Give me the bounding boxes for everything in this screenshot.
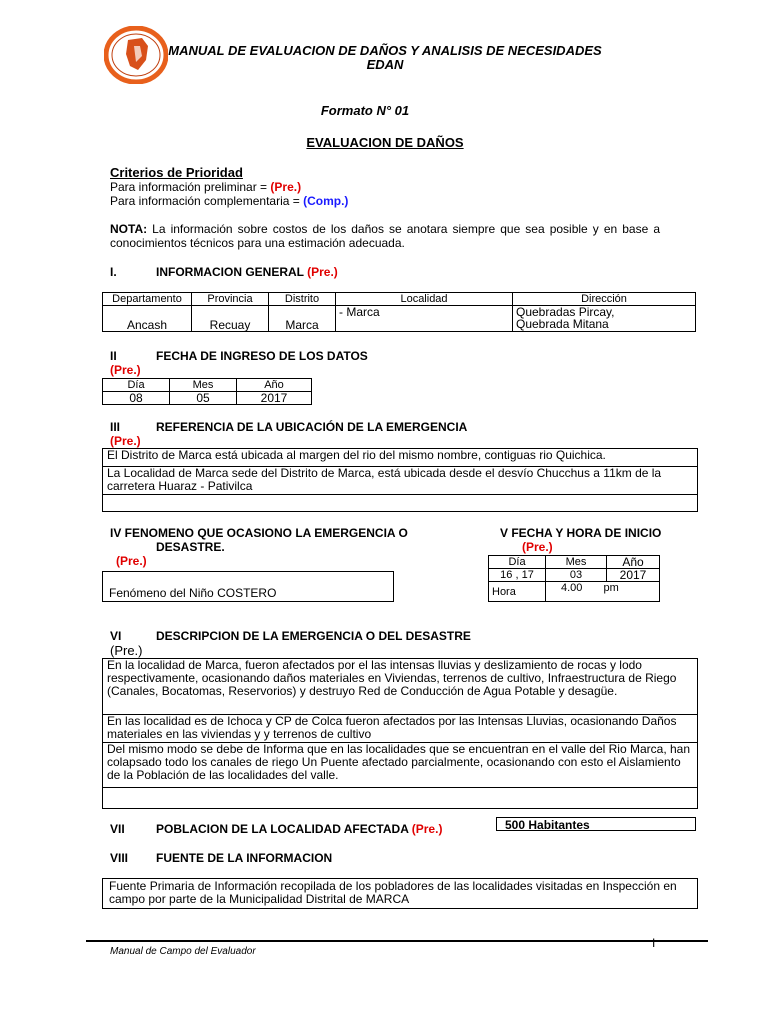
criterios-line-2-text: Para información complementaria = [110,194,304,208]
ingreso-date-table [102,378,312,405]
sec4-title: IV FENOMENO QUE OCASIONO LA EMERGENCIA O [110,526,408,540]
criterios-line-1-text: Para información preliminar = [110,180,271,194]
poblacion-value: 500 Habitantes [496,817,696,831]
fuente-box [102,878,698,909]
sec1-title-text: INFORMACION GENERAL [156,265,308,279]
inicio-value-ano: 2017 [607,569,660,582]
footer-text: Manual de Campo del Evaluador [110,946,256,957]
criterios-title: Criterios de Prioridad [110,165,243,180]
inicio-header-ano: Año [607,556,660,569]
header-localidad: Localidad [336,293,513,306]
sec3-pre-tag: (Pre.) [110,434,141,448]
inicio-value-mes: 03 [546,569,607,582]
header-departamento: Departamento [103,293,192,306]
sec6-title: DESCRIPCION DE LA EMERGENCIA O DEL DESASTRE [156,629,471,643]
value-localidad: - Marca [336,306,513,332]
header-mes: Mes [170,379,237,392]
value-direccion: Quebradas Pircay, Quebrada Mitana [513,306,696,332]
sec2-title: FECHA DE INGRESO DE LOS DATOS [156,349,368,363]
logo-seal [104,26,168,84]
header-ano: Año [237,379,312,392]
fenomeno-value: Fenómeno del Niño COSTERO [109,586,277,600]
sec2-number: II [110,349,117,363]
descripcion-row-1: En la localidad de Marca, fueron afectados por el las intensas lluvias y deslizamiento de rocas y lodo respectivamente, ocasionando daños materiales en Viviendas, terrenos de cultivo, Infraestructura de Riego (Canales, Bocatomas, Reservorios) y destruyo Red de Conducción de Agua Potable y desagüe. [103,659,697,715]
pre-tag: (Pre.) [270,180,302,194]
hora-label: Hora [489,582,546,602]
sec7-pre-tag: (Pre.) [411,822,443,836]
value-ano: 2017 [237,392,312,405]
value-provincia: Recuay [192,306,269,332]
manual-title: MANUAL DE EVALUACION DE DAÑOS Y ANALISIS DE NECESIDADES [168,43,602,58]
sec5-title: V FECHA Y HORA DE INICIO [500,526,662,540]
descripcion-row-2: En las localidad es de Ichoca y CP de Colca fueron afectados por las Intensas Lluvias, ocasionando Daños materiales en las viviendas y y terrenos de cultivo [103,715,697,743]
fenomeno-box [102,571,394,602]
header-direccion: Dirección [513,293,696,306]
hora-cell [546,582,660,602]
ubicacion-row-2: La Localidad de Marca sede del Distrito de Marca, está ubicada desde el desvío Chucchus a 11km de la carretera Huaraz - Pativilca [103,467,697,495]
inicio-header-mes: Mes [546,556,607,569]
general-info-table [102,292,696,332]
sec3-number: III [110,420,121,434]
value-departamento: Ancash [103,306,192,332]
value-distrito: Marca [269,306,336,332]
nota-text: La información sobre costos de los daños se anotara siempre que sea posible y en base a conocimientos técnicos para una estimación adecuada. [110,222,660,250]
sec7-title-text: POBLACION DE LA LOCALIDAD AFECTADA [156,822,412,836]
sec3-title: REFERENCIA DE LA UBICACIÓN DE LA EMERGENCIA [156,420,468,434]
comp-tag: (Comp.) [303,194,349,208]
criterios-line-2 [110,194,348,208]
sec1-pre-tag: (Pre.) [307,265,338,279]
page-heading: EVALUACION DE DAÑOS [306,135,464,150]
inicio-date-table [488,555,660,602]
sec7-title [156,822,442,836]
header-provincia: Provincia [192,293,269,306]
hora-unit: pm [603,582,619,594]
inicio-header-dia: Día [489,556,546,569]
nota-paragraph [110,222,660,250]
nota-label: NOTA: [110,222,148,236]
value-mes: 05 [170,392,237,405]
page-marker: I [652,936,656,950]
fuente-value: Fuente Primaria de Información recopilada de los pobladores de las localidades visitadas en Inspección en campo por parte de la Municipalidad Distrital de MARCA [109,879,677,906]
header-dia: Día [103,379,170,392]
sec4-title-line2: DESASTRE. [156,540,225,554]
ubicacion-box [102,448,698,512]
header-distrito: Distrito [269,293,336,306]
value-dia: 08 [103,392,170,405]
descripcion-row-3: Del mismo modo se debe de Informa que en las localidades que se encuentran en el valle del Rio Marca, han colapsado todo los canales de riego Un Puente afectado parcialmente, ocasionando con esto el Aislamiento de la Población de las localidades del valle. [103,743,697,788]
ubicacion-row-1: El Distrito de Marca está ubicada al margen del rio del mismo nombre, contiguas rio Quichica. [103,449,697,467]
hora-value: 4.00 [561,582,583,594]
sec6-number: VI [110,629,122,643]
sec2-pre-tag: (Pre.) [110,363,141,377]
manual-subtitle: EDAN [366,57,404,72]
sec6-pre-tag: (Pre.) [110,643,143,658]
sec4-pre-tag: (Pre.) [116,554,147,568]
inicio-value-dia: 16 , 17 [489,569,546,582]
sec5-pre-tag: (Pre.) [522,540,553,554]
sec8-number: VIII [110,851,129,865]
sec8-title: FUENTE DE LA INFORMACION [156,851,333,865]
descripcion-box [102,658,698,809]
formato-number: Formato N° 01 [320,103,410,118]
sec1-title [156,265,338,279]
sec7-number: VII [110,822,125,836]
sec1-number: I. [110,265,117,279]
criterios-line-1 [110,180,301,194]
footer-rule [86,940,708,942]
